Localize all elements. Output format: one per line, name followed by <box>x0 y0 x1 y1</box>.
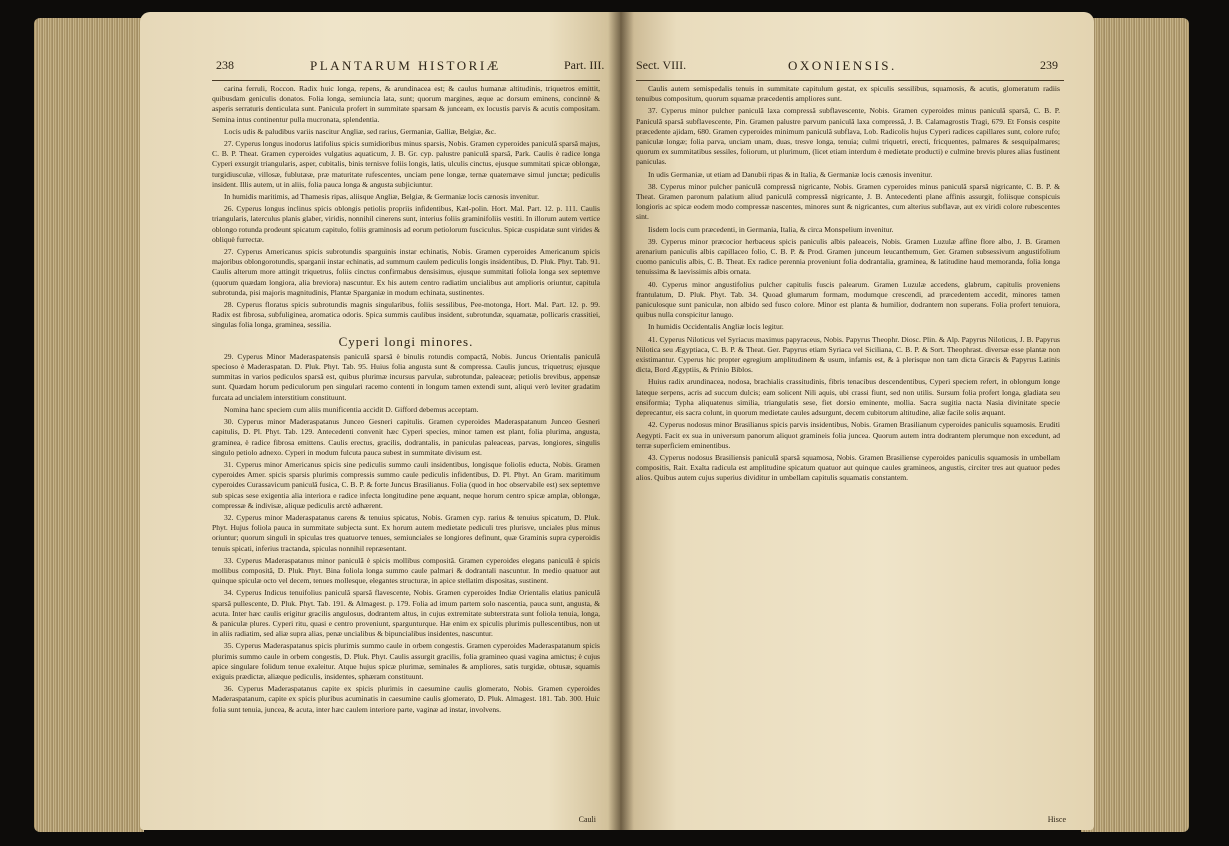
paragraph: 42. Cyperus nodosus minor Brasilianus spicis parvis insidentibus, Nobis. Gramen Brasilianum cyperoides paniculis squamosis. Eruditi Aegypti. Facit ex sua in universum panorum aliquot gramineis folia juncea. Quorum autem intra dodrantem plerumque non excedunt, ad terræ superficiem eminentibus. <box>636 420 1060 450</box>
paragraph: In udis Germaniæ, ut etiam ad Danubii ripas & in Italia, & Germaniæ locis cænosis invenitur. <box>648 169 933 179</box>
paragraph: 28. Cyperus floratus spicis subrotundis magnis singularibus, foliis sessilibus, Pee-motonga, Hort. Mal. Part. 12. p. 99. Radix est fibrosa, subfuliginea, aromatica odoris. Spica summis caulibus insident, subrotundæ, squamatæ, pollicaris crassitiei, singulas folia longa, graminea, sessilia. <box>212 300 600 330</box>
left-page-number: 238 <box>216 58 234 72</box>
paragraph: 37. Cyperus minor pulcher paniculâ laxa compressâ subflavescente, Nobis. Gramen cyperoides minus paniculâ sparsâ, C. B. P. Paniculâ sparsâ subflavescente, Pin. Gramen palustre parvum paniculâ laxa compressâ, J. B. Calamagrostis Tragi, 679. Et Fonsis cespite præcedente ajidam, 680. Gramen cyperoides minimum paniculâ subflava, Lob. Radicolis hujus Cyperi radices capillares sunt, colore rufo; paniculæ longæ; folia parva, unciam unam, duas, tresve longa, tenuia; culmi triquetri, erecti, fricquentes, palmares & sesquipalmares; quorum ex summitatibus sessiles, foliorum, ut plurimum, (licet etiam interdum è medietate producti) e culmine brevis plures alias fustinent paniculas. <box>636 106 1060 167</box>
paragraph: 43. Cyperus nodosus Brasiliensis paniculâ sparsâ squamosa, Nobis. Gramen Brasiliense cyperoides paniculis squamosis in umbellam compositis, Rait. Exalta radicula est amplitudine spicatum quatuor aut quinque caules gramineos, angustis, circiter tres aut quatuor pedes alios. Quibus autem cujus superius dividitur in umbellam capitulis squamatis constantem. <box>636 452 1060 483</box>
right-page <box>620 12 1094 830</box>
book-gutter <box>608 12 634 830</box>
section-heading: Cyperi longi minores. <box>338 333 474 349</box>
left-page-header <box>140 58 620 78</box>
paragraph: In humidis maritimis, ad Thamesis ripas, aliisque Angliæ, Belgiæ, & Germaniæ locis cænosis invenitur. <box>224 192 539 202</box>
paragraph: Iisdem locis cum præcedenti, in Germania, Italia, & circa Monspelium invenitur. <box>648 224 894 234</box>
left-running-title: PLANTARUM HISTORIÆ <box>310 58 501 73</box>
right-running-title: OXONIENSIS. <box>788 58 897 73</box>
paragraph: 36. Cyperus Maderaspatanus capite ex spicis plurimis in caesumine caulis glomerato, Nobis. Gramen cyperoides Maderaspatanum, capite ex spicis pluribus acuminatis in caesumine caulis glomerato, D. Pluk. Almagest. 181. Tab. 300. Huic folia sunt tenuia, juncea, & acuta, inter hæc caulem interiore parte, vaginæ ad instar, involvens. <box>212 684 600 714</box>
paragraph: carina ferruli, Roccon. Radix huic longa, repens, & arundinacea est; & caulus humanæ altitudinis, triquetros emittit, quibusdam geniculis donatos. Folia longa, semiuncia lata, sunt; quorum margines, æque ac dorsum eminens, concinnè & asperis serraturis denticulata sunt. Panicula profert in summitate sparsam & junceam, ex locustis parvis & acutis compositam. Semina intus continentur pulla mucronata, splendentia. <box>212 84 600 124</box>
paragraph: 33. Cyperus Maderaspatanus minor paniculâ è spicis mollibus compositâ. Gramen cyperoides elegans paniculâ è spicis mollibus compositâ, D. Pluk. Phyt. Bina foliola longa summo caule palmari & dodrantali nascuntur. In medio quatuor aut quinque spiculæ octo vel decem, tenues mollesque, elegantes structuræ, in apice stellatim dispositas, sustinent. <box>212 555 600 586</box>
left-part-label: Part. III. <box>564 58 605 72</box>
right-header-rule <box>636 80 1064 81</box>
left-page-body <box>212 84 600 822</box>
paragraph: 29. Cyperus Minor Maderaspatensis paniculâ sparsâ è binulis rotundis compactâ, Nobis. Juncus Orientalis paniculâ specioso è Maderaspatan. D. Pluk. Phyt. Tab. 95. Huius folia angusta sunt & compressa. Caulis juncus, triquetrus; ejusque summitas in varios pediculos sparsâ est, quibus plurimæ incursus parvulæ, subrotundæ, paleaceæ; petiolis brevibus, appensæ sunt. Quædam horum pediculorum pen singulari racemo contenti in longum tamen extendi sunt, aliqui verò leviter gradatim furcata ad uncialem interstitium constituunt. <box>212 351 600 402</box>
paragraph: Huius radix arundinacea, nodosa, brachialis crassitudinis, fibris tenacibus descendentibus, Cyperi speciem refert, in oblongum longe lateque serpens, acris ad succum dulcis; eam solicent Nili aquis, ubi crassi fiunt, sed non utilis. Sursum folia profert longa, gladiata seu ensiformia; Typha aliquatenus similia, triangulatis sese, fiet dorsio eminente, mollia. Sacra sugitia nacta Nasia divinitate specie deprecantur, eis sacra colunt, in quorum medietate caules adsurgunt, decem cubitorum altitudine, aliæ facile solis æquant. <box>636 377 1060 418</box>
paragraph: Nomina hanc speciem cum aliis munificentia accidit D. Gifford debemus acceptam. <box>224 404 479 414</box>
right-page-body <box>636 84 1060 822</box>
paragraph: Caulis autem semispedalis tenuis in summitate capitulum gestat, ex spiculis sessilibus, squamosis, & acutis, glomeratum radiis tenuibus compositum, quorum squamæ præcedentis ampliores sunt. <box>636 84 1060 104</box>
paragraph: 26. Cyperus longus inclinus spicis oblongis petiolis propriis infidentibus, Kæl-polin. Hort. Mal. Part. 12. p. 111. Caulis triangularis, laterculus planis glaber, viridis, nonnihil cinerens sunt, interius foliis graminifoliis vestiti. In illorum autem vertice oblongo rotunda prodeunt spicatum capitulo, foliis graminosis ad eorum petiolorum fusciculus. Spicæ cuspidatæ sunt virides & obliquè furrectæ. <box>212 204 600 244</box>
paragraph: 27. Cyperus Americanus spicis subrotundis sparguinis instar echinatis, Nobis. Gramen cyperoides Americanum spicis majoribus oblongorotundis, sparganii instar echinatis, ad summum caulem pediculis longis insidentibus, D. Pluk. Phyt. Tab. 91. Caulis alterum more attingit triquetrus, foliis cinctus confirmabus densisimus, ejusque summitati foliola longa sex septemve (quorum quædam longiora, alia breviora) nascuntur. Ex his autem centro radiatim uncialibus aut amplioris oriuntur, capitula subrotunda, pisi majoris magnitudinis, Plantæ Sparganiæ in modum echinata, sustinentes. <box>212 247 600 297</box>
right-page-number: 239 <box>1040 58 1058 72</box>
paragraph: 32. Cyperus minor Maderaspatanus carens & tenuius spicatus, Nobis. Gramen cyp. rarius & tenuius spicatum, D. Pluk. Phyt. Hujus foliola pauca in summitate subjecta sunt. Ex horum autem medietate pediculi tres plurisve, unciales plus minus oriuntur; quorum singuli in spiculas tres quatuorve tenues, semiunciales se longiores definunt, quæ Graminis supra cyperoidis tenuis spicati, inferius tractanda, spiculas nonnihil repræsentant. <box>212 512 600 553</box>
paragraph: 38. Cyperus minor pulcher paniculâ compressâ nigricante, Nobis. Gramen cyperoides minus paniculâ sparsâ nigricante, C. B. P. & Theat. Gramen paronum palatium aliud paniculâ compressâ nigricante, J. B. Antecedenti plane affinis assurgit, foliisque conspicuis longioris ac spicæ eodem modo compressæ nascentes, minores sunt & nigricantes, cum alterius subflavæ, aut ex viridi colore rubescentes sint. <box>636 181 1060 222</box>
paragraph: 27. Cyperus longus inodorus latifolius spicis sumidioribus minus sparsis, Nobis. Gramen cyperoides paniculâ sparsâ majus, C. B. P. Theat. Gramen cyperoides vulgatius aquaticum, J. B. Gr. cyp. palustre paniculâ sparsâ, Park. Caulis è radice longa Cyperi exsurgit triangularis, asper, cubitalis, binis ternisve foliis longis, latis, ulculis cinctus, ejusque summitati spicæ oblongæ, turgidiusculæ, villosæ, fublutææ, præ maturitate rufescentes, unciam pene longæ, ternæ quaternæve simul junctæ; pediculis insident. Illis autem, ut in aliis, folia pauca longa & angusta subjiciuntur. <box>212 139 600 189</box>
paragraph: 34. Cyperus Indicus tenuifolius paniculâ sparsâ flavescente, Nobis. Gramen cyperoides Indiæ Orientalis elatius paniculâ sparsâ pullescente, D. Pluk. Phyt. Tab. 191. & Almagest. p. 179. Folia ad imum partem solo nascentia, pauca sunt, angusta, & acuta. Inter hæc caulis erigitur gracilis angulosus, dodrantem altus, in cujus extremitate subterstrata sunt foliola tenuia, longa, & paniculæ plures. Cyperi ritu, quasi e centro proveniunt, spargunturque. Hæ enim ex spiculis plurimis pullescentibus, non ut in aliis radiatim, sed aliæ supra alias, penæ uncialibus & bipuncialibus insidentes, nascuntur. <box>212 588 600 639</box>
right-page-header <box>620 58 1094 78</box>
paragraph: In humidis Occidentalis Angliæ locis legitur. <box>648 322 784 332</box>
paragraph: 35. Cyperus Maderaspatanus spicis plurimis summo caule in orbem congestis. Gramen cyperoides Maderaspatanum spicis plurimis summo caule in orbem congestis, D. Pluk. Phyt. Caulis assurgit gracilis, folia gramineo quasi vagina amictus; è cujus apice singulare folidum tenue exaleitur. Atque hujus spicæ plurimæ, seminales & ampliores, satis turgidæ, obtusæ, squamis exiguis prædictæ, aliæque pediculis, insidentes, sphæram constituunt. <box>212 641 600 681</box>
paragraph: Locis udis & paludibus variis nascitur Angliæ, sed rarius, Germaniæ, Galliæ, Belgiæ, &c. <box>224 126 497 136</box>
right-section-label: Sect. VIII. <box>636 58 687 72</box>
left-page <box>140 12 620 830</box>
paragraph: 30. Cyperus minor Maderaspatanus Junceo Gesneri capitulis. Gramen cyperoides Maderaspatanum Junceo Gesneri capitulis, D. Pl. Phyt. Tab. 129. Antecedenti convenit hæc Cyperi species, minor tamen est plant, folia plurima, angusta, graminea, è radice fibrosa emittens. Caulis erectus, gracilis, dodrantalis, in paniculas paleaceas, parvas, longiores, singulis singulo petiolo adnexo. Cyperi in modum fulcuta pauca subest in summitate divisum est. <box>212 417 600 457</box>
paragraph: 41. Cyperus Niloticus vel Syriacus maximus papyraceus, Nobis. Papyrus Theophr. Diosc. Plin. & Alp. Papyrus Niloticus, J. B. Papyrus Nilotica seu Ægyptiaca, C. B. P. & Theat. Ger. Papyrus etiam Syriaca vel Siciliana, C. B. P. & Sort. Theophrast. diversæ esse plantæ non existimantur. Cyperus hic propter egregium amplitudinem & usum, infamis est, & à plerisque non tam dicta Græcis & Papyrus Latinis dicta, Bord Ægyptiis, & Prinio Biblos. <box>636 334 1060 375</box>
left-catchword: Cauli <box>578 815 596 824</box>
paragraph: 39. Cyperus minor præcocior herbaceus spicis paniculis albis paleaceis, Nobis. Gramen Luzulæ affine flore albo, J. B. Gramen arenarium paniculis albis capillaceo folio, C. B. P. & Prod. Gramen junceum leucanthemum, Ger. Gramen subsessivum angustifolium cuomo paniculis albis, C. B. Theat. Ex radice perennia proveniunt folia dodrantalia, graminea, & latitudine haud memoranda, folia longa tenuissima & laevissimis albis ornata. <box>636 236 1060 277</box>
right-page-edges <box>1081 18 1189 832</box>
left-page-edges <box>34 18 144 832</box>
paragraph: 40. Cyperus minor angustifolius pulcher capitulis fuscis palearum. Gramen Luzulæ accedens, glabrum, capitulis proveniens frantulatum, D. Pluk. Phyt. Tab. 34. Quoad glumarum formam, modumque crescendi, ad præcedentem accedit, minores tamen paniculosque sunt paniculæ, non albido sed fusco colore. Minor est planta & humilior, dodrantem non superans. Folia profert tenuiora, quibus nulla conspicitur lanugo. <box>636 279 1060 320</box>
left-header-rule <box>212 80 600 81</box>
right-catchword: Hisce <box>1047 815 1066 824</box>
paragraph: 31. Cyperus minor Americanus spicis sine pediculis summo cauli insidentibus, longisque foliolis educta, Nobis. Gramen cyperoides Amer. spicis sparsis plurimis compressis summo caule pediculis infidentibus, D. Pl. Phyt. An Gram. maritimum cyperoides Curassavicum paniculâ fusica, C. B. P. & forte Juncus Brasilianus. Folia (quod in hoc observabile est) sex septemve sub spicas sese exigentia alia interiora e radice infecta longitudine pene æquant, neque horum centro spicæ amplæ, oblongæ, compressæ & indivisæ, aliquæ pediculis arctè adhærent. <box>212 459 600 510</box>
